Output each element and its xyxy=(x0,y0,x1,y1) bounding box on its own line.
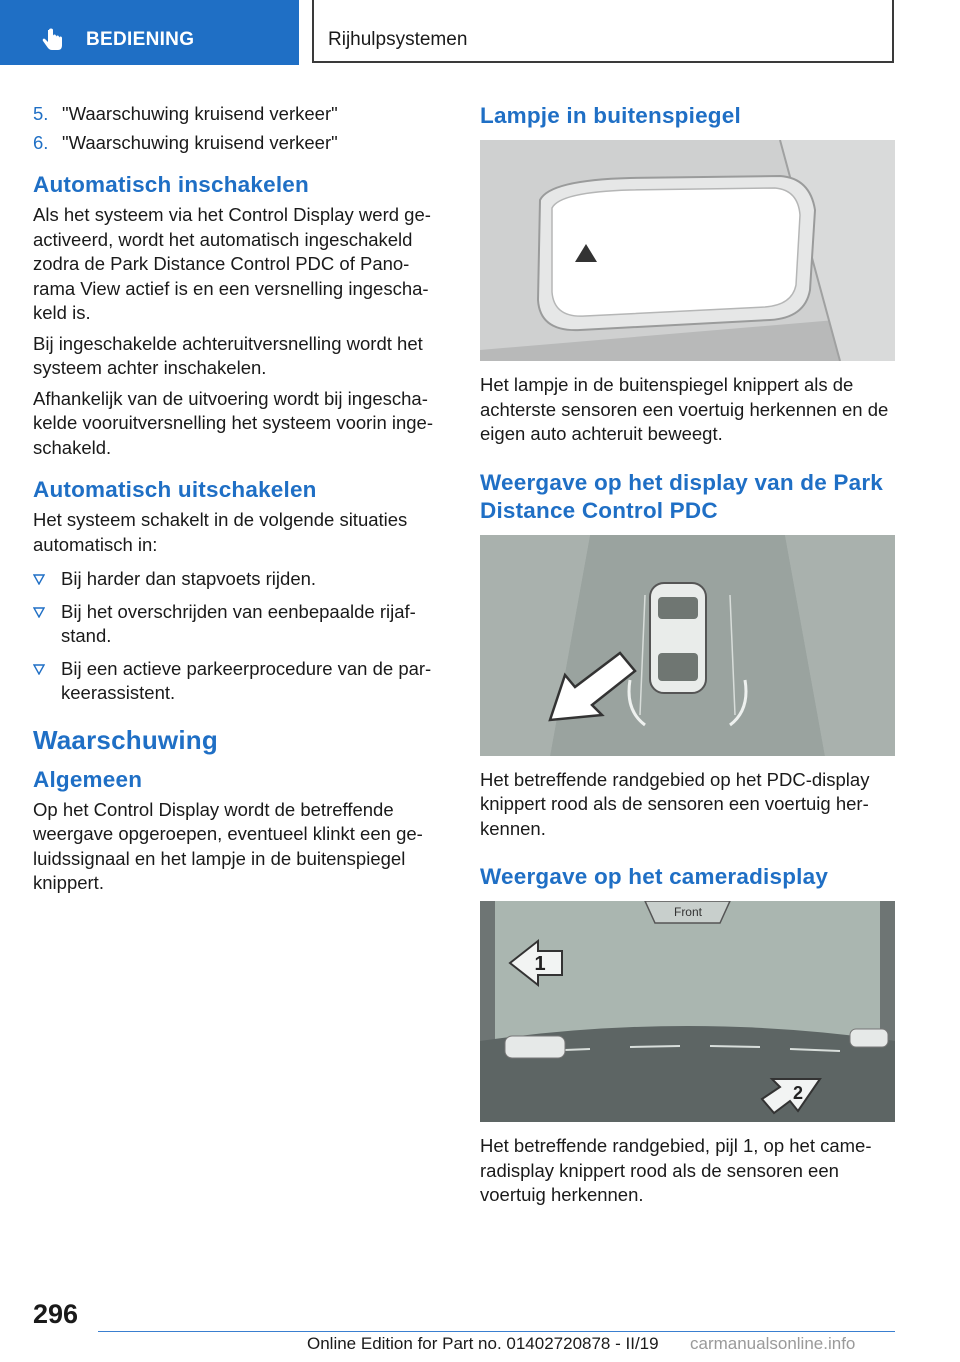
list-item xyxy=(33,102,448,127)
paragraph: Het lampje in de buitenspiegel knippert als de achterste sensoren een voertuig herkennen en de eigen auto achteruit beweegt. xyxy=(480,374,889,444)
heading-general: Algemeen xyxy=(33,766,143,792)
page-number: 296 xyxy=(33,1299,79,1329)
list-text: "Waarschuwing kruisend verkeer" xyxy=(62,103,338,124)
arrow-1-label: 1 xyxy=(534,953,546,975)
heading-auto-off: Automatisch uitschakelen xyxy=(33,477,317,502)
mirror-illustration xyxy=(480,140,895,361)
list-number: 5. xyxy=(33,103,49,124)
chapter-header xyxy=(312,0,894,63)
edition-text: Online Edition for Part no. 01402720878 - II/19 xyxy=(307,1334,659,1353)
list-number: 6. xyxy=(33,131,49,153)
watermark: carmanualsonline.info xyxy=(690,1334,856,1353)
footer-divider xyxy=(98,1331,895,1332)
bullet-item: Bij een actieve parkeerprocedure van de par‐keerassistent. xyxy=(33,657,448,706)
section-tab[interactable] xyxy=(0,0,299,65)
pdc-display-illustration xyxy=(480,535,895,756)
paragraph: Het betreffende randgebied, pijl 1, op het came‐radisplay knippert rood als de sensoren een voertuig herkennen. xyxy=(480,1135,872,1205)
paragraph: Afhankelijk van de uitvoering wordt bij ingescha‐kelde vooruitversnelling het systeem voorin inge‐schakeld. xyxy=(33,387,434,458)
paragraph: Bij ingeschakelde achteruitversnelling wordt het systeem achter inschakelen. xyxy=(33,332,423,378)
triangle-bullet-icon xyxy=(33,664,45,675)
arrow-2-label: 2 xyxy=(792,1083,804,1103)
triangle-bullet-icon xyxy=(33,574,45,585)
front-label: Front xyxy=(673,905,703,919)
heading-warning: Waarschuwing xyxy=(33,724,218,755)
triangle-bullet-icon xyxy=(33,607,45,618)
bullet-item: Bij het overschrijden van eenbepaalde rijaf‐stand. xyxy=(33,600,448,649)
heading-auto-on: Automatisch inschakelen xyxy=(33,172,309,197)
heading-camera-display: Weergave op het cameradisplay xyxy=(480,864,829,889)
section-tab-label: BEDIENING xyxy=(86,29,195,50)
left-column xyxy=(33,102,448,902)
paragraph: Als het systeem via het Control Display werd ge‐activeerd, wordt het automatisch ingeschakeld zodra de Park Distance Control PDC of Pano‐rama View actief is en een versnelling ingescha‐keld is. xyxy=(33,204,431,323)
paragraph: Het betreffende randgebied op het PDC-display knippert rood als de sensoren een voertuig her‐kennen. xyxy=(480,768,870,839)
chapter-title: Rijhulpsystemen xyxy=(328,29,468,50)
camera-display-illustration xyxy=(480,901,895,1122)
list-item xyxy=(33,131,448,156)
right-column xyxy=(480,102,895,1214)
list-text: "Waarschuwing kruisend verkeer" xyxy=(62,131,338,153)
paragraph: Het systeem schakelt in de volgende situaties automatisch in: xyxy=(33,509,408,555)
bullet-item: Bij harder dan stapvoets rijden. xyxy=(33,567,448,592)
hand-pointer-icon xyxy=(40,26,66,52)
heading-mirror-lamp: Lampje in buitenspiegel xyxy=(480,103,741,128)
paragraph: Op het Control Display wordt de betreffende weergave opgeroepen, eventueel klinkt een ge‐luidssignaal en het lampje in de buitenspiegel knippert. xyxy=(33,798,423,893)
heading-pdc-display: Weergave op het display van de Park Distance Control PDC xyxy=(480,469,883,523)
